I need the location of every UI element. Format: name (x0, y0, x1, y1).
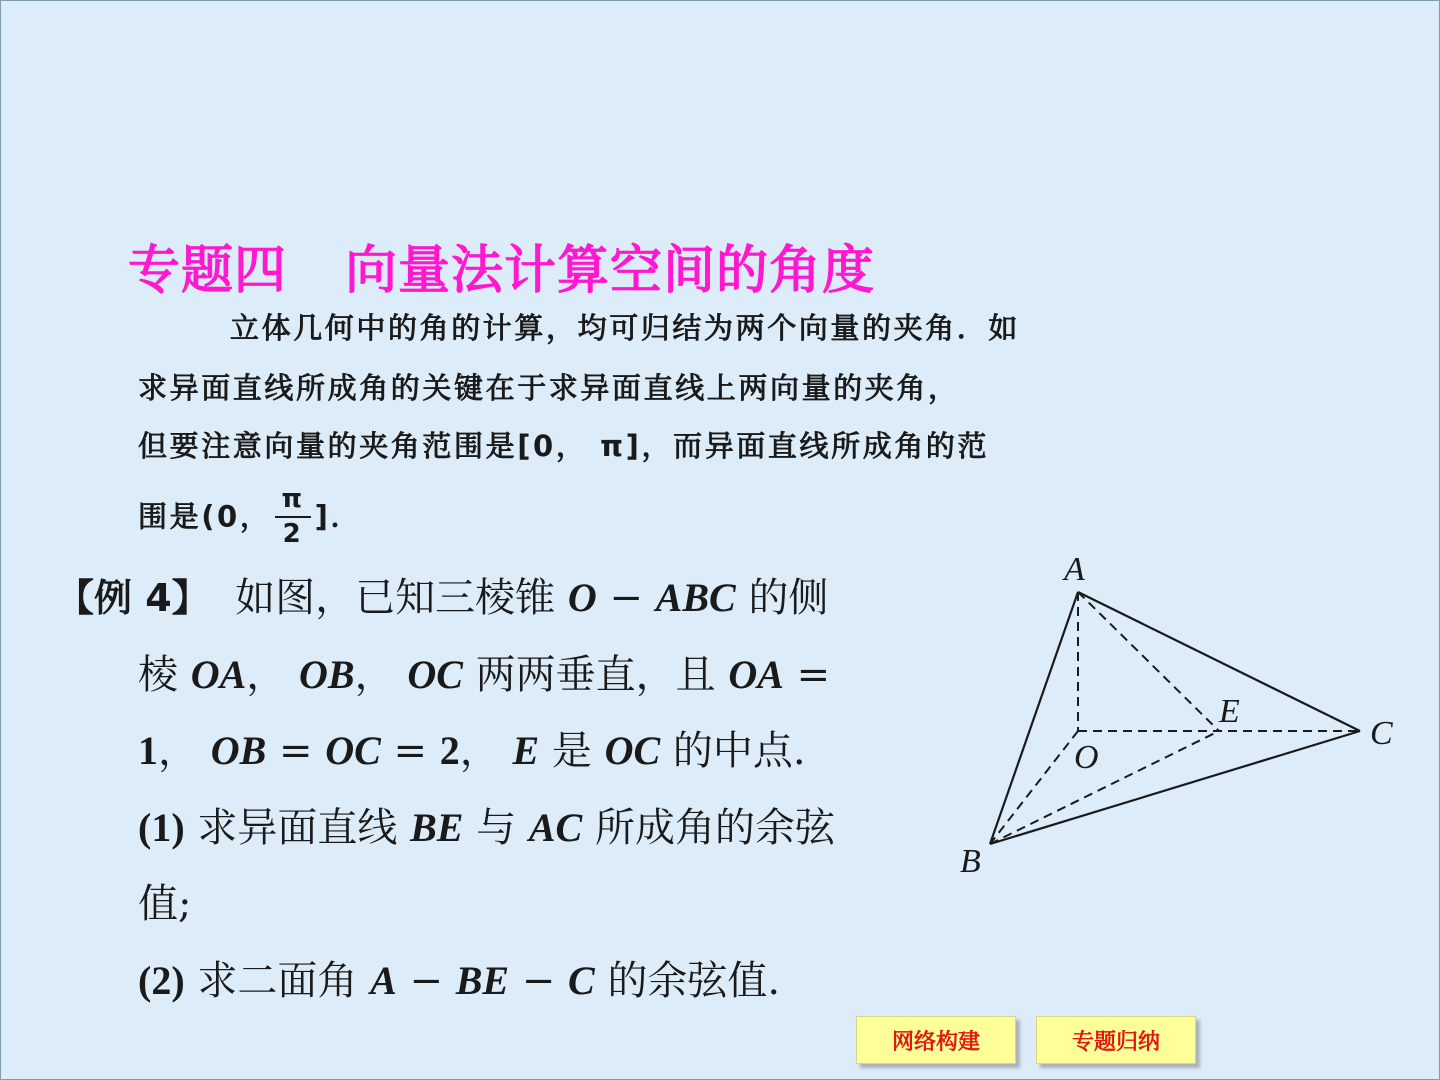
tetrahedron-diagram (940, 548, 1420, 888)
question-1 (138, 796, 835, 853)
example-line-3 (138, 719, 806, 776)
example-text: 求二面角 (197, 958, 358, 1004)
example-text: 所成角的余弦 (594, 805, 835, 851)
math-op: = (266, 728, 326, 774)
math-op: − (596, 575, 656, 621)
title-part2: 向量法计算空间的角度 (345, 241, 876, 301)
punct: ， (158, 728, 198, 774)
intro-line-1: 立体几何中的角的计算，均可归结为两个向量的夹角．如 (230, 311, 1021, 345)
punct: ， (246, 652, 287, 698)
example-text: 棱 (138, 652, 178, 698)
question-number: (1) (138, 805, 185, 850)
example-text: 与 (476, 805, 517, 851)
question-2 (138, 949, 780, 1006)
math-var: C (568, 958, 595, 1003)
math-op: = (380, 728, 440, 774)
punct: ， (354, 652, 395, 698)
label-C: C (1370, 715, 1393, 752)
intro-line-2: 求异面直线所成角的关键在于求异面直线上两向量的夹角， (138, 371, 960, 405)
example-text: 的中点. (672, 728, 806, 774)
math-var: OB (299, 652, 355, 697)
label-O: O (1074, 739, 1099, 776)
example-line-2 (138, 643, 830, 700)
math-op: = (783, 652, 831, 698)
intro-line-4 (138, 484, 363, 549)
math-var: OC (407, 652, 463, 697)
math-var: OC (604, 728, 661, 773)
segment-AE (1078, 592, 1219, 731)
math-var: OA (190, 652, 247, 697)
label-E: E (1219, 693, 1240, 730)
math-var: A (370, 958, 397, 1003)
label-B: B (960, 843, 981, 880)
example-label: 【例 4】 (56, 576, 210, 620)
edge-OB (990, 731, 1078, 844)
fraction-denominator: 2 (282, 519, 304, 549)
intro-line-3: 但要注意向量的夹角范围是[0， π]，而异面直线所成角的范 (138, 429, 990, 463)
nav-button-network[interactable]: 网络构建 (856, 1016, 1016, 1064)
question-number: (2) (138, 958, 185, 1003)
nav-button-summary[interactable]: 专题归纳 (1036, 1016, 1196, 1064)
math-var: OC (325, 728, 381, 773)
math-var: BE (455, 958, 510, 1003)
math-var: AC (528, 805, 583, 850)
section-title (128, 228, 875, 303)
punct: ， (459, 728, 500, 774)
example-text: 是 (551, 728, 592, 774)
math-var: E (512, 728, 540, 773)
question-1-cont: 值; (138, 881, 192, 927)
math-var: BE (410, 805, 464, 850)
math-var: OB (210, 728, 267, 773)
intro-line-4-pre: 围是(0， (138, 499, 272, 534)
example-text: 的余弦值. (607, 958, 781, 1004)
math-var: OA (728, 652, 784, 697)
example-text: 如图，已知三棱锥 (235, 575, 556, 621)
math-num: 2 (439, 728, 460, 773)
math-op: − (396, 958, 456, 1004)
math-op: − (509, 958, 569, 1004)
title-part1: 专题四 (128, 241, 288, 301)
math-var: O (567, 575, 597, 620)
example-text: 求异面直线 (197, 805, 398, 851)
example-line-1 (56, 566, 828, 623)
math-num: 1 (138, 728, 158, 773)
pi-over-2-fraction (275, 486, 310, 547)
example-text: 两两垂直，且 (475, 652, 716, 698)
intro-line-4-post: ]． (314, 499, 363, 534)
label-A: A (1064, 551, 1085, 588)
example-text: 的侧 (748, 575, 829, 621)
fraction-numerator: π (275, 486, 310, 518)
edge-BC (990, 731, 1360, 844)
math-var: ABC (655, 575, 736, 620)
